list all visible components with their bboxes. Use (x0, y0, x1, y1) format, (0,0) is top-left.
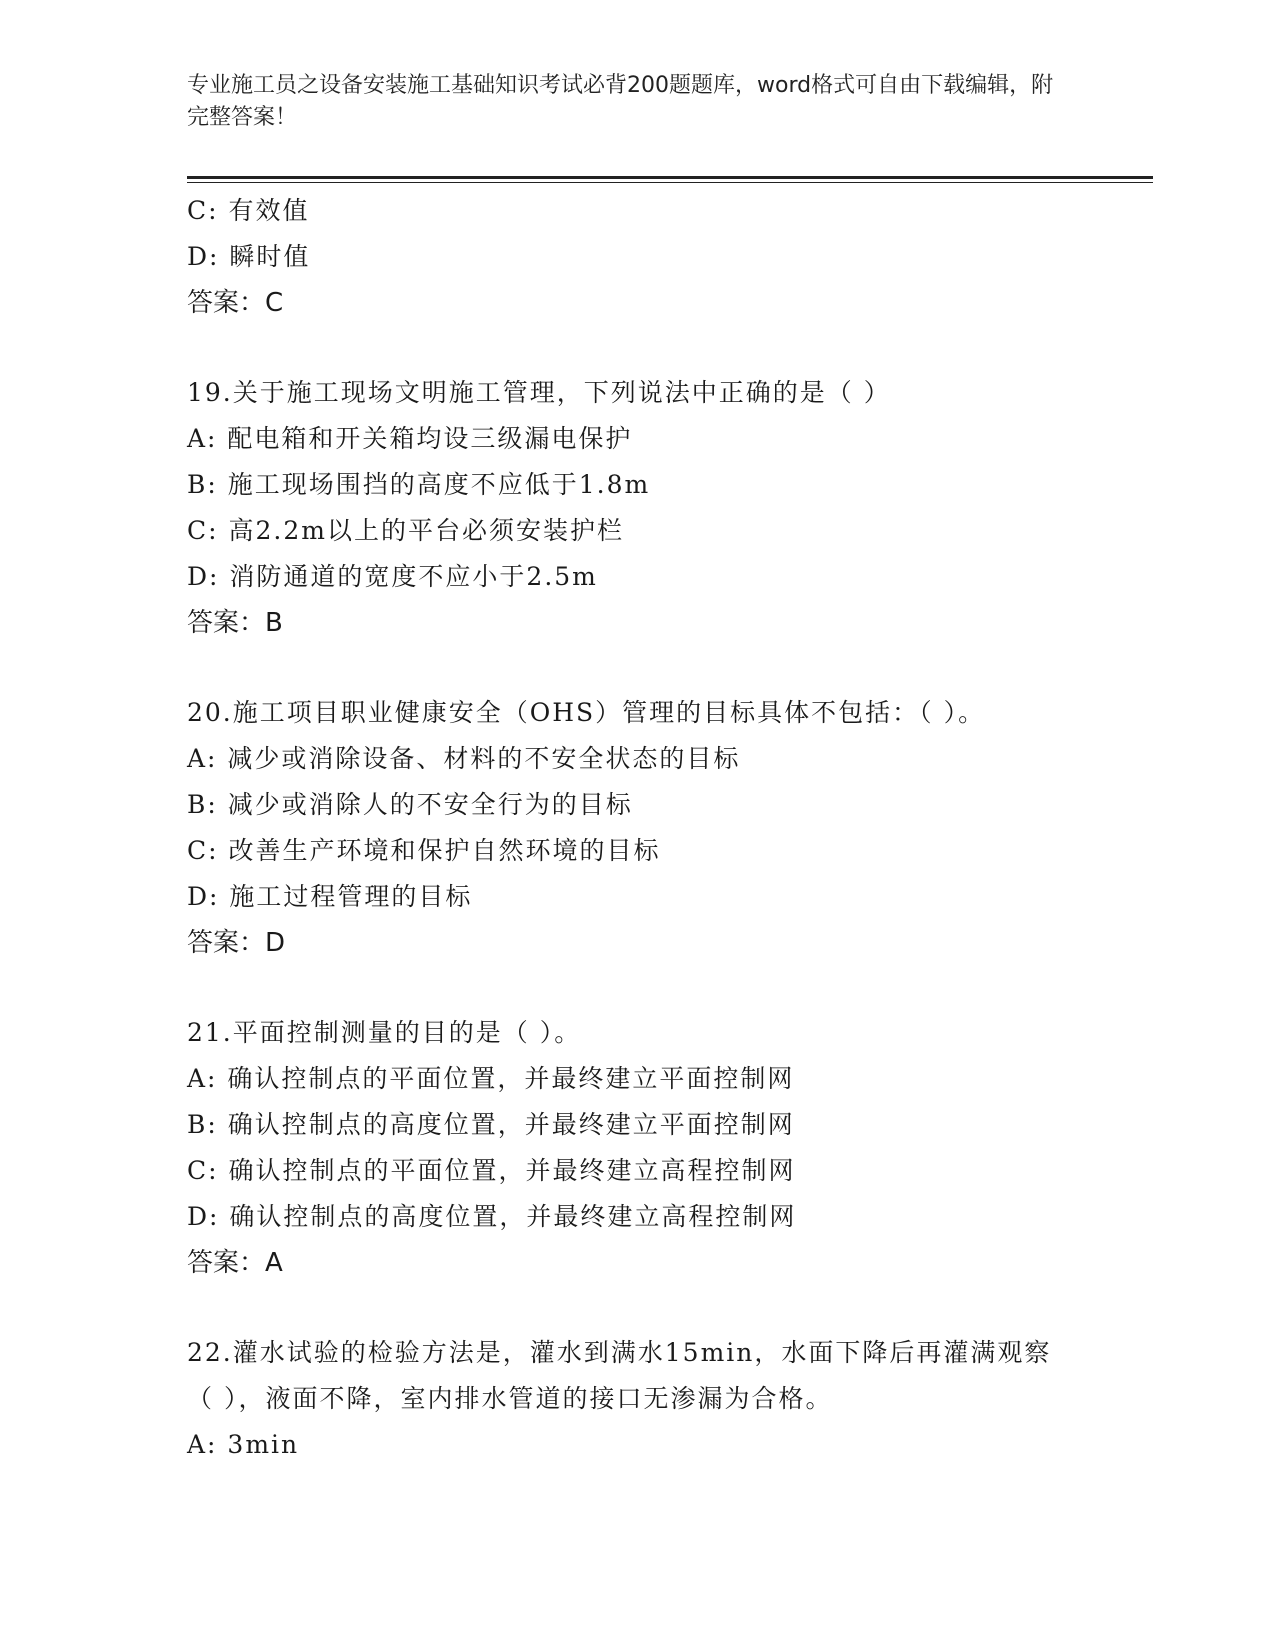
spacer (187, 1286, 1087, 1330)
question-18-tail (187, 188, 1087, 326)
question-stem: 22.灌水试验的检验方法是，灌水到满水15min，水面下降后再灌满观察（ ），液面不降，室内排水管道的接口无渗漏为合格。 (187, 1338, 1052, 1413)
option-a: A: 确认控制点的平面位置，并最终建立平面控制网 (187, 1064, 795, 1093)
option-a: A: 减少或消除设备、材料的不安全状态的目标 (187, 744, 741, 773)
option-c: C: 改善生产环境和保护自然环境的目标 (187, 836, 661, 865)
spacer (187, 646, 1087, 690)
header-rule-thin (187, 182, 1153, 183)
spacer (187, 966, 1087, 1010)
option-d: D: 确认控制点的高度位置，并最终建立高程控制网 (187, 1202, 797, 1231)
answer: 答案：D (187, 928, 286, 958)
answer: 答案：B (187, 608, 283, 638)
header-title: 专业施工员之设备安装施工基础知识考试必背200题题库，word格式可自由下载编辑，附完整答案！ (187, 73, 1054, 130)
question-21 (187, 1010, 1087, 1286)
option-d: D: 瞬时值 (187, 242, 311, 271)
document-header (187, 70, 1067, 134)
document-body (187, 188, 1087, 1468)
option-b: B: 确认控制点的高度位置，并最终建立平面控制网 (187, 1110, 795, 1139)
question-stem: 19.关于施工现场文明施工管理，下列说法中正确的是（ ） (187, 378, 891, 407)
option-b: B: 减少或消除人的不安全行为的目标 (187, 790, 633, 819)
option-c: C: 确认控制点的平面位置，并最终建立高程控制网 (187, 1156, 796, 1185)
answer: 答案：A (187, 1248, 283, 1278)
option-c: C: 有效值 (187, 196, 310, 225)
question-stem: 20.施工项目职业健康安全（OHS）管理的目标具体不包括：（ ）。 (187, 698, 986, 727)
answer: 答案：C (187, 288, 284, 318)
option-a: A: 配电箱和开关箱均设三级漏电保护 (187, 424, 633, 453)
header-rule-thick (187, 176, 1153, 179)
option-d: D: 施工过程管理的目标 (187, 882, 473, 911)
question-19 (187, 370, 1087, 646)
option-c: C: 高2.2m以上的平台必须安装护栏 (187, 516, 624, 545)
question-stem: 21.平面控制测量的目的是（ ）。 (187, 1018, 582, 1047)
question-22 (187, 1330, 1087, 1468)
spacer (187, 326, 1087, 370)
option-a: A: 3min (187, 1430, 300, 1459)
option-b: B: 施工现场围挡的高度不应低于1.8m (187, 470, 651, 499)
question-20 (187, 690, 1087, 966)
option-d: D: 消防通道的宽度不应小于2.5m (187, 562, 598, 591)
